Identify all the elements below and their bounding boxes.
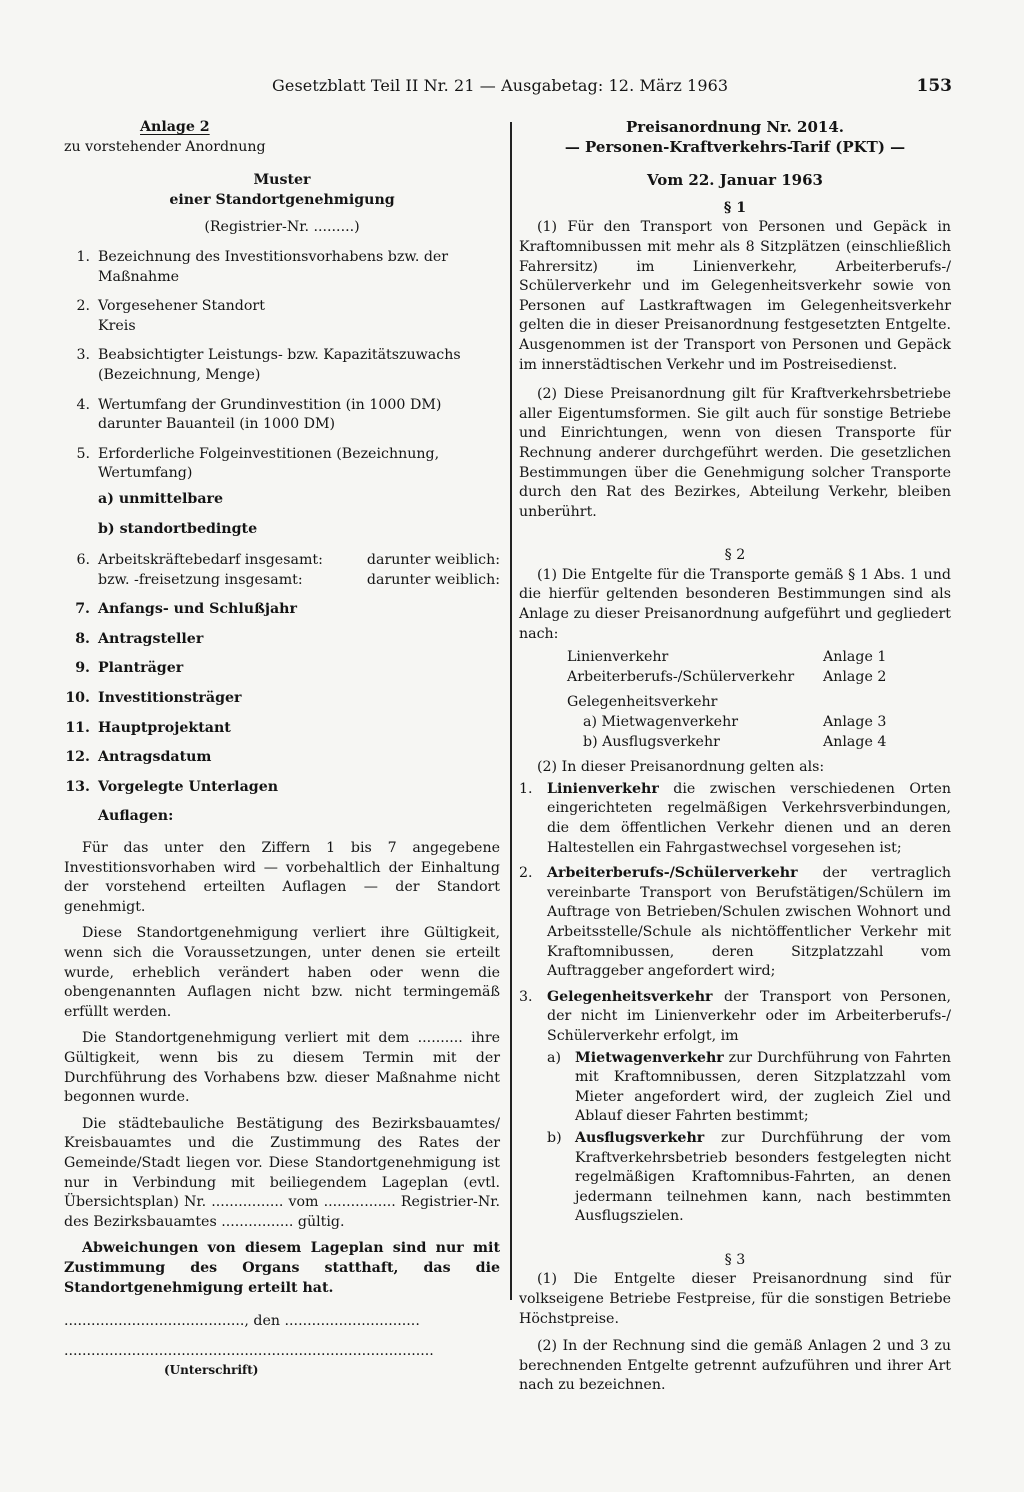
form-items-b (64, 600, 500, 797)
definition-item: 2. Arbeiterberufs-/Schülerverkehr der vertraglich vereinbarte Transport von Berufstätigen/Schülern im Auftrage von Betrieben/Schulen zwischen Wohnort und Arbeitsstelle/Schule als nichtöffentlicher Verkehr mit Kraftomnibussen, deren Sitzplatzzahl vom Auftraggeber angefordert wird; (519, 865, 951, 980)
decree-title: Preisanordnung Nr. 2014. (626, 118, 844, 136)
form-item: 7. Anfangs- und Schlußjahr (75, 601, 297, 618)
section-3-heading: § 3 (724, 1251, 746, 1268)
muster-subtitle: einer Standortgenehmigung (169, 191, 395, 208)
form-item: 10. Investitionsträger (65, 690, 242, 707)
anlage-title: Anlage 2 (140, 119, 210, 135)
unterschrift-label: (Unterschrift) (164, 1363, 259, 1378)
anlage-row: a) Mietwagenverkehr Anlage 3 (583, 714, 887, 731)
sub-item-a: a) unmittelbare (98, 490, 224, 507)
form-item-6: 6. Arbeitskräftebedarf insgesamt: darunter weiblich: bzw. -freisetzung insgesamt: darunter weiblich: (76, 552, 500, 588)
section-2-heading: § 2 (724, 547, 746, 564)
form-item: 3. Beabsichtigter Leistungs- bzw. Kapazitätszuwachs (Bezeichnung, Menge) (76, 347, 461, 383)
paragraph: Für das unter den Ziffern 1 bis 7 angegebene Investitionsvorhaben wird — vorbehaltlich der Einhaltung der vorstehend erteilten Auflagen — der Standort genehmigt. (64, 840, 500, 915)
sub-definition-item: b) Ausflugsverkehr zur Durchführung der vom Kraftverkehrsbetrieb besonders festgelegten nicht regelmäßigen Kraftomnibus-Fahrten, an denen jedermann teilnehmen kann, nach bestimmten Ausflugszielen. (547, 1129, 951, 1225)
paragraph: (1) Die Entgelte für die Transporte gemäß § 1 Abs. 1 und die hierfür geltenden besonderen Bestimmungen sind als Anlage zu dieser Preisanordnung aufgeführt und gegliedert nach: (519, 566, 951, 642)
paragraph: Abweichungen von diesem Lageplan sind nur mit Zustimmung des Organs statthaft, das die Standortgenehmigung erteilt hat. (64, 1240, 500, 1296)
right-column (519, 118, 951, 1396)
form-item: 2. Vorgesehener Standort Kreis (76, 298, 265, 334)
running-title: Gesetzblatt Teil II Nr. 21 — Ausgabetag: 12. März 1963 (272, 76, 729, 95)
form-item: 13. Vorgelegte Unterlagen (65, 778, 279, 795)
signature-place-date-line: ........................................, den .............................. (64, 1313, 420, 1330)
paragraph: (1) Die Entgelte dieser Preisanordnung sind für volkseigene Betriebe Festpreise, für die sonstigen Betriebe Höchstpreise. (519, 1271, 951, 1327)
form-item: 1. Bezeichnung des Investitionsvorhabens bzw. der Maßnahme (76, 248, 449, 285)
muster-title: Muster (253, 172, 311, 189)
anlage-subtitle: zu vorstehender Anordnung (64, 138, 266, 155)
paragraph: (2) In dieser Preisanordnung gelten als: (537, 759, 825, 776)
left-column (64, 118, 500, 1381)
form-item: 4. Wertumfang der Grundinvestition (in 1000 DM) darunter Bauanteil (in 1000 DM) (76, 396, 442, 433)
form-item: 11. Hauptprojektant (65, 719, 231, 736)
definition-item: 3. Gelegenheitsverkehr der Transport von Personen, der nicht im Linienverkehr oder im Arbeiterberufs-/ Schülerverkehr erfolgt, im (519, 988, 951, 1044)
form-item: 12. Antragsdatum (65, 749, 212, 766)
anlage-row: b) Ausflugsverkehr Anlage 4 (583, 733, 887, 750)
column-divider (510, 122, 512, 1300)
gelegenheitsverkehr-label: Gelegenheitsverkehr (567, 694, 718, 711)
decree-subtitle: — Personen-Kraftverkehrs-Tarif (PKT) — (564, 137, 906, 156)
section-1-heading: § 1 (723, 199, 747, 216)
sub-definition-item: a) Mietwagenverkehr zur Durchführung von Fahrten mit Kraftomnibussen, deren Sitzplatzzahl vom Mieter angefordert wird, der zugleich Ziel und Ablauf dieser Fahrten bestimmt; (547, 1049, 951, 1125)
anlagen-list (519, 648, 907, 752)
decree-date: Vom 22. Januar 1963 (647, 171, 823, 190)
paragraph: (2) Diese Preisanordnung gilt für Kraftverkehrsbetriebe aller Eigentumsformen. Sie gilt auch für sonstige Betriebe und Einrichtungen, wenn von diesen Transporte für Rechnung anderer durchgeführt werden. Die gesetzlichen Bestimmungen über die Genehmigung solcher Transporte durch den Rat des Bezirkes, Abteilung Verkehr, bleiben unberührt. (519, 386, 951, 520)
sub-item-b: b) standortbedingte (98, 520, 258, 537)
form-item: 9. Planträger (75, 660, 184, 677)
form-items (64, 248, 500, 484)
paragraph: Diese Standortgenehmigung verliert ihre Gültigkeit, wenn sich die Voraussetzungen, unter denen sie erteilt wurde, erheblich verändert haben oder wenn die obengenannten Auflagen nicht bzw. nicht termingemäß erfüllt werden. (64, 925, 500, 1020)
page-number: 153 (916, 76, 952, 96)
form-item: 5. Erforderliche Folgeinvestitionen (Bezeichnung, Wertumfang) (76, 445, 440, 482)
definitions-list (519, 780, 951, 1227)
anlage-row: Arbeiterberufs-/Schülerverkehr Anlage 2 (567, 668, 887, 685)
auflagen-title: Auflagen: (98, 808, 174, 825)
definition-item: 1. Linienverkehr die zwischen verschiedenen Orten eingerichteten regelmäßigen Verkehrsverbindungen, die dem öffentlichen Verkehr dienen und an deren Haltestellen ein Fahrgastwechsel vorgesehen ist; (519, 780, 951, 856)
paragraph: (1) Für den Transport von Personen und Gepäck in Kraftomnibussen mit mehr als 8 Sitzplätzen (einschließlich Fahrersitz) im Linienverkehr, Arbeiterberufs-/ Schülerverkehr und im Gelegenheitsverkehr sowie von Personen auf Lastkraftwagen im Gelegenheitsverkehr gelten die in dieser Preisanordnung festgesetzten Entgelte. Ausgenommen ist der Transport von Personen und Gepäck im innerstädtischen Verkehr und im Postreisedienst. (519, 219, 951, 373)
form-item: 8. Antragsteller (75, 630, 204, 647)
registrier-number: (Registrier-Nr. .........) (204, 219, 360, 236)
paragraph: Die Standortgenehmigung verliert mit dem .......... ihre Gültigkeit, wenn bis zu diesem Termin mit der Durchführung des Vorhabens bzw. dieser Maßnahme nicht begonnen wurde. (64, 1030, 500, 1106)
paragraph: (2) In der Rechnung sind die gemäß Anlagen 2 und 3 zu berechnenden Entgelte getrennt aufzuführen und ihrer Art nach zu bezeichnen. (519, 1338, 951, 1394)
anlage-row: Linienverkehr Anlage 1 (567, 649, 887, 666)
page-header (272, 76, 952, 98)
signature-line: .................................................................................. (64, 1342, 434, 1359)
paragraph: Die städtebauliche Bestätigung des Bezirksbauamtes/ Kreisbauamtes und die Zustimmung des Rates der Gemeinde/Stadt liegen vor. Diese Standortgenehmigung ist nur in Verbindung mit beiliegendem Lageplan (evtl. Übersichtsplan) Nr. ................ vom ................ Registrier-Nr. des Bezirksbauamtes ................ gültig. (64, 1115, 500, 1230)
